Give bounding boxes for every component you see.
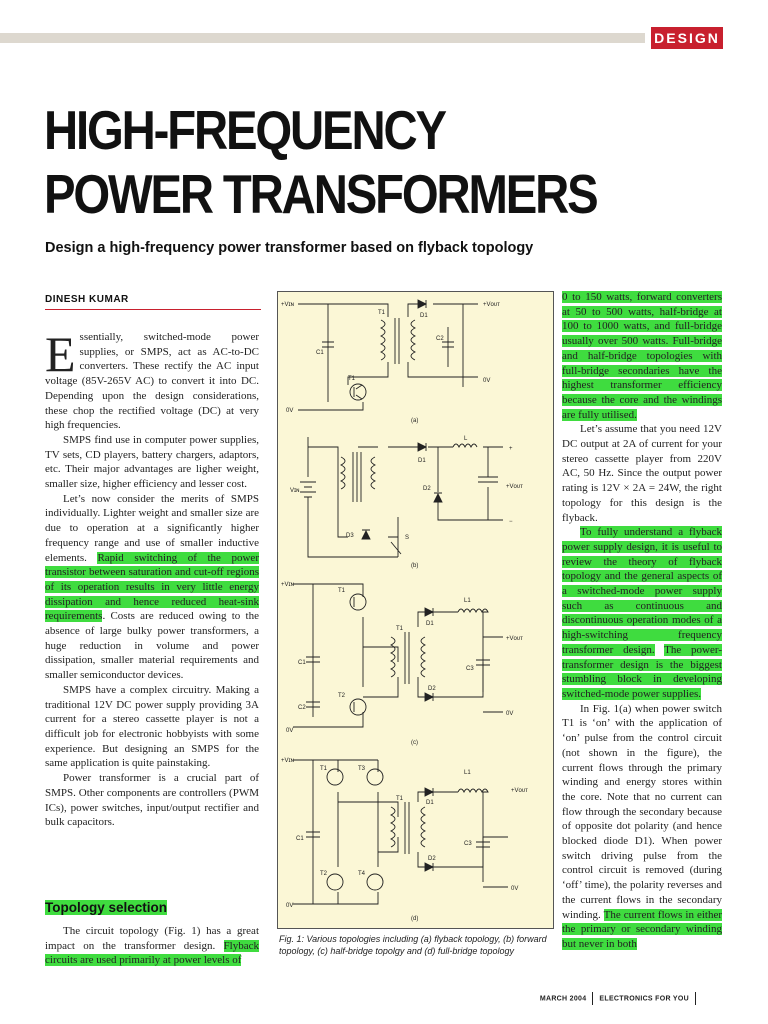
column-1: [45, 326, 259, 830]
label-vout-d: +Vᴏᴜᴛ: [511, 788, 528, 794]
diode-d2-c: [425, 693, 433, 701]
label-c3-c: C3: [466, 666, 474, 672]
label-t1-a-switch: T1: [348, 376, 356, 382]
label-vin-a: +Vɪɴ: [281, 302, 294, 308]
label-c1-a: C1: [316, 350, 324, 356]
label-c: (c): [411, 740, 418, 746]
label-plus-b: +: [509, 446, 513, 452]
label-d2-c: D2: [428, 686, 436, 692]
section-heading: Topology selection: [45, 900, 168, 915]
label-d1-d: D1: [426, 800, 434, 806]
label-t2-c: T2: [338, 693, 346, 699]
label-0v-d-in: 0V: [286, 903, 294, 909]
highlighted-text: The power-transformer design is the biggest stumbling block in developing switched-mode power supplies.: [562, 643, 722, 700]
label-a: (a): [411, 418, 419, 424]
label-t1-d-xfmr: T1: [396, 796, 404, 802]
label-d2-d: D2: [428, 856, 436, 862]
circuit-a-flyback: [298, 304, 478, 410]
column-3: [562, 290, 722, 952]
label-c1-d: C1: [296, 836, 304, 842]
section-tag: DESIGN: [651, 27, 723, 49]
paragraph: Let’s assume that you need 12V DC output at 2A of current for your stereo cassette player from 220V AC, 50 Hz. Since the output power rating is 12V × 2A = 24W, the right topology for this design is the flyback.: [562, 423, 722, 524]
diode-d1-d: [425, 788, 433, 796]
diode-d1-c: [425, 608, 433, 616]
paragraph: SMPS find use in computer power supplies, TV sets, CD players, battery chargers, adaptors, etc. Their major advantages are ligher weight, smaller size, higher efficiency and lesser cost.: [45, 433, 259, 491]
label-t4-d: T4: [358, 871, 366, 877]
label-l-b: L: [464, 436, 468, 442]
paragraph: [562, 290, 722, 422]
label-c1-c: C1: [298, 660, 306, 666]
paragraph-intro: Essentially, switched-mode power supplies, or SMPS, act as AC-to-DC converters. These rectify the AC input voltage (85V-265V AC) to convert it into DC. Depending upon the design considerations, these chop the rectified voltage (DC) at very high frequencies.: [45, 326, 259, 432]
diode-d3-b: [362, 530, 370, 539]
article-subtitle: Design a high-frequency power transformer based on flyback topology: [45, 240, 534, 256]
article-title: [44, 98, 597, 226]
label-vin-c: +Vɪɴ: [281, 582, 294, 588]
label-vout-c: +Vᴏᴜᴛ: [506, 636, 523, 642]
figure-caption: Fig. 1: Various topologies including (a) flyback topology, (b) forward topology, (c) half-bridge topolgy and (d) full-bridge topology: [279, 934, 547, 956]
issue-date: MARCH 2004: [539, 995, 587, 1003]
paragraph: [562, 525, 722, 701]
label-t3-d: T3: [358, 766, 366, 772]
label-d1-a: D1: [420, 313, 428, 319]
footer-divider: [695, 992, 696, 1005]
label-minus-b: −: [509, 519, 513, 525]
circuit-d-full-bridge: [293, 760, 508, 904]
label-s-b: S: [405, 535, 410, 541]
label-t1-c-xfmr: T1: [396, 626, 404, 632]
label-l1-d: L1: [464, 770, 471, 776]
drop-cap: E: [45, 326, 76, 382]
label-t1-d: T1: [320, 766, 328, 772]
label-vin-b: Vɪɴ: [290, 488, 300, 494]
column-1-continued: [45, 924, 259, 968]
label-d3-b: D3: [346, 533, 354, 539]
label-0v-a: 0V: [483, 378, 491, 384]
label-d2-b: D2: [423, 486, 431, 492]
label-vout-b: +Vᴏᴜᴛ: [506, 484, 523, 490]
label-b: (b): [411, 563, 419, 569]
highlighted-text: 0 to 150 watts, forward converters at 50 to 500 watts, half-bridge at 100 to 1000 watts, and full-bridge usually over 500 watts. Full-bridge and half-bridge topologies with full-bridge secondaries have the highest transformer efficiency because the core and the windings are fully utilised.: [562, 291, 722, 421]
magazine-name: ELECTRONICS FOR YOU: [599, 995, 689, 1003]
footer-divider: [592, 992, 593, 1005]
label-t1-a: T1: [378, 310, 386, 316]
label-l1-c: L1: [464, 598, 471, 604]
label-d: (d): [411, 916, 419, 922]
header-rule: [0, 33, 645, 43]
diode-d1-a: [418, 300, 426, 308]
highlighted-text: Rapid switching of the power transistor between saturation and cut-off regions of its operation results in very little energy dissipation and hence reduced heat-sink requirements: [45, 551, 259, 623]
label-t2-d: T2: [320, 871, 328, 877]
highlighted-text: The current flows in either the primary or secondary winding but never in both: [562, 908, 723, 950]
figure-circuit-topologies: [277, 291, 554, 929]
paragraph: The circuit topology (Fig. 1) has a great impact on the transformer design. Flyback circuits are used primarily at power levels of: [45, 925, 259, 967]
author-byline: DINESH KUMAR: [45, 294, 261, 310]
label-0v-c: 0V: [506, 711, 514, 717]
label-0v-c-in: 0V: [286, 728, 294, 734]
circuit-c-half-bridge: [293, 584, 503, 727]
label-vin-d: +Vɪɴ: [281, 758, 294, 764]
highlighted-text: Flyback circuits are used primarily at power levels of: [45, 939, 259, 967]
paragraph: Power transformer is a crucial part of SMPS. Other components are controllers (PWM ICs), power switches, input/output rectifier and bulk capacitors.: [45, 772, 259, 829]
label-d1-b: D1: [418, 458, 426, 464]
diode-d2-b: [434, 493, 442, 502]
label-d1-c: D1: [426, 621, 434, 627]
paragraph: In Fig. 1(a) when power switch T1 is ‘on’ with the application of ‘on’ pulse from the control circuit (not shown in the figure), the current flows through the primary winding and energy stores within the core. Note that no current can flow through the secondary because of opposite dot polarity (and hence blocked diode D1). When power switch driving pulse from the control circuit is removed (during ‘off’ time), the polarity reverses and the current flows in the secondary winding. The current flows in either the primary or secondary winding but never in both: [562, 702, 723, 950]
page-footer: [540, 992, 702, 1005]
label-c2-a: C2: [436, 336, 444, 342]
label-0v-d: 0V: [511, 886, 519, 892]
label-vout-a: +Vᴏᴜᴛ: [483, 302, 500, 308]
circuit-b-forward: [300, 437, 503, 557]
highlighted-text: To fully understand a flyback power supply design, it is useful to review the theory of flyback topology and the general aspects of a switched-mode power supply such as continuous and discontinuous operation modes of a high-switching frequency transformer design.: [562, 526, 722, 656]
label-c2-c: C2: [298, 705, 306, 711]
title-line-2: POWER TRANSFORMERS: [44, 163, 597, 225]
paragraph: SMPS have a complex circuitry. Making a traditional 12V DC power supply providing 3A current for a stereo cassette player is not a difficult job for electronic hobbyists with some experience. But designing an SMPS for the same application is quite painstaking.: [45, 683, 259, 770]
title-line-1: HIGH-FREQUENCY: [44, 99, 445, 161]
label-t1-c: T1: [338, 588, 346, 594]
label-c3-d: C3: [464, 841, 472, 847]
paragraph: Let’s now consider the merits of SMPS individually. Lighter weight and smaller size are due to operation at a significantly higher frequency range and use of smaller inductive elements. Rapid switching of the power transistor between saturation and cut-off regions of its operation results in very little energy dissipation and hence reduced heat-sink requirements. Costs are reduced owing to the absence of large bulky power transformers, a huge reduction in volume and power dissipation, smaller material requirements and smaller semiconductor devices.: [45, 492, 259, 682]
diode-d1-b: [418, 443, 426, 451]
label-0v-a-in: 0V: [286, 408, 294, 414]
diode-d2-d: [425, 863, 433, 871]
